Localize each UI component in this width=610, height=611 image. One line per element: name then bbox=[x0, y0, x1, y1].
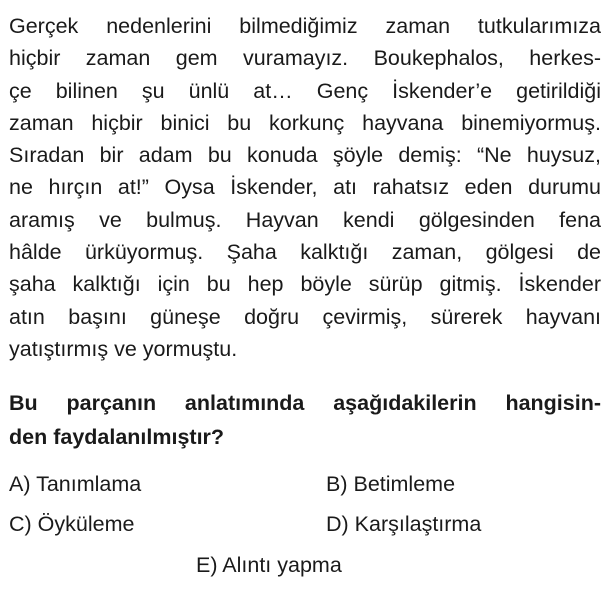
passage-line: şaha kalktığı için bu hep böyle sürüp gitmiş. İskender bbox=[9, 272, 601, 297]
passage-line: yatıştırmış ve yormuştu. bbox=[9, 336, 238, 361]
passage-line: Gerçek nedenlerini bilmediğimiz zaman tutkularımıza bbox=[9, 14, 601, 38]
passage-line: hâlde ürküyormuş. Şaha kalktığı zaman, gölgesi de bbox=[9, 240, 601, 265]
passage-line: atın başını güneşe doğru çevirmiş, sürerek hayvanı bbox=[9, 304, 601, 329]
option-a[interactable]: A) Tanımlama bbox=[9, 472, 142, 496]
passage-text bbox=[9, 10, 601, 365]
question-line: den faydalanılmıştır? bbox=[9, 425, 225, 449]
option-c[interactable]: C) Öyküleme bbox=[9, 512, 135, 536]
question-stem bbox=[9, 386, 601, 454]
passage-line: aramış ve bulmuş. Hayvan kendi gölgesinden fena bbox=[9, 207, 601, 232]
option-e[interactable]: E) Alıntı yapma bbox=[196, 553, 342, 577]
passage-line: ne hırçın at!” Oysa İskender, atı rahatsız eden durumu bbox=[9, 175, 601, 200]
passage-line: hiçbir zaman gem vuramayız. Boukephalos, herkes- bbox=[9, 46, 601, 71]
passage-line: zaman hiçbir binici bu korkunç hayvana binemiyormuş. bbox=[9, 110, 601, 135]
option-b[interactable]: B) Betimleme bbox=[326, 472, 456, 496]
passage-line: Sıradan bir adam bu konuda şöyle demiş: “Ne huysuz, bbox=[9, 143, 601, 168]
passage-line: çe bilinen şu ünlü at… Genç İskender’e getirildiği bbox=[9, 78, 601, 103]
question-line: Bu parçanın anlatımında aşağıdakilerin hangisin- bbox=[9, 391, 601, 415]
option-d[interactable]: D) Karşılaştırma bbox=[326, 512, 482, 536]
